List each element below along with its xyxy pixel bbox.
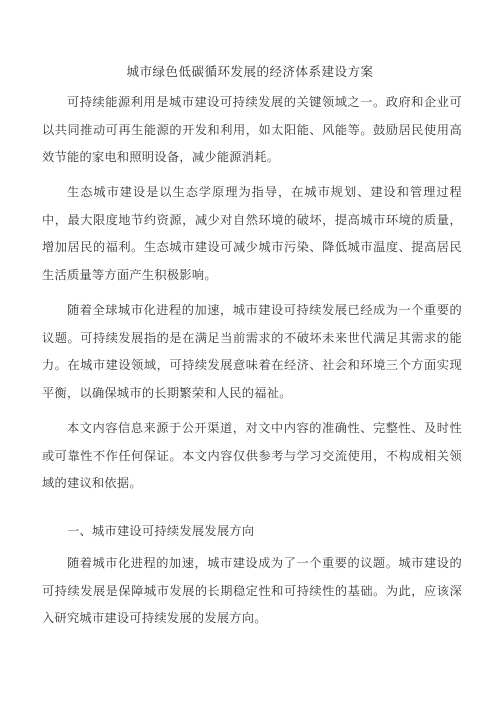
- section-heading: 一、城市建设可持续发展发展方向: [67, 524, 255, 538]
- paragraph-eco-city: 生态城市建设是以生态学原理为指导，在城市规划、建设和管理过程中，最大限度地节约资源，减少对自然环境的破坏，提高城市环境的质量，增加居民的福利。生态城市建设可减少城市污染、降低城市温度、提高居民生活质量等方面产生积极影响。: [42, 185, 462, 282]
- paragraph-urbanization: 随着全球城市化进程的加速，城市建设可持续发展已经成为一个重要的议题。可持续发展指的是在满足当前需求的不破坏未来世代满足其需求的能力。在城市建设领域，可持续发展意味着在经济、社会和环境三个方面实现平衡，以确保城市的长期繁荣和人民的福祉。: [42, 303, 462, 400]
- document-title: 城市绿色低碳循环发展的经济体系建设方案: [126, 64, 374, 79]
- paragraph-section-intro: 随着城市化进程的加速，城市建设成为了一个重要的议题。城市建设的可持续发展是保障城市发展的长期稳定性和可持续性的基础。为此，应该深入研究城市建设可持续发展的发展方向。: [42, 556, 462, 625]
- paragraph-renewable-energy: 可持续能源利用是城市建设可持续发展的关键领域之一。政府和企业可以共同推动可再生能源的开发和利用，如太阳能、风能等。鼓励居民使用高效节能的家电和照明设备，减少能源消耗。: [42, 95, 462, 164]
- paragraph-disclaimer: 本文内容信息来源于公开渠道，对文中内容的准确性、完整性、及时性或可靠性不作任何保证。本文内容仅供参考与学习交流使用，不构成相关领域的建议和依据。: [42, 421, 462, 490]
